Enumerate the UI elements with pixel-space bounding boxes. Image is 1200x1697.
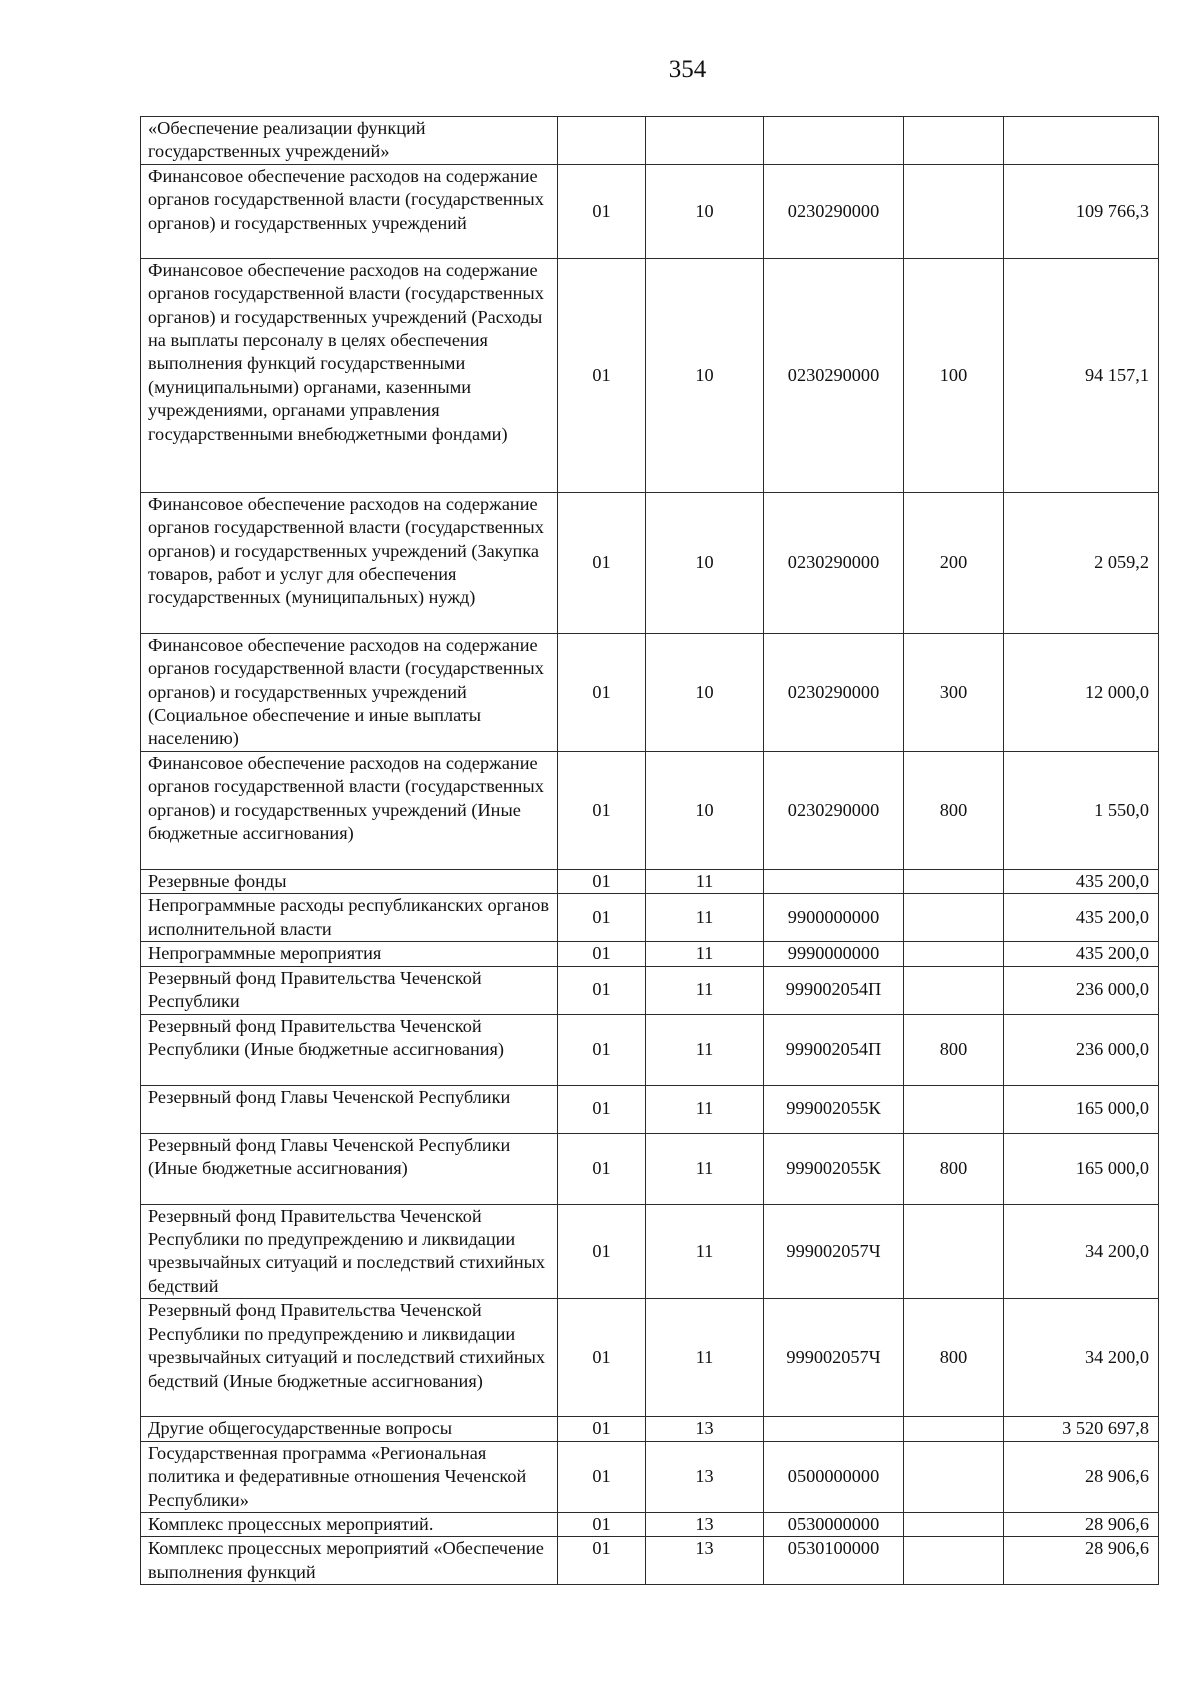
row-sum: 28 906,6	[1004, 1441, 1159, 1512]
row-name: Государственная программа «Региональная политика и федеративные отношения Чеченской Республики»	[141, 1441, 558, 1512]
row-vr	[904, 894, 1004, 942]
table-row	[141, 1512, 1159, 1536]
row-sum: 2 059,2	[1004, 492, 1159, 633]
table-row	[141, 1014, 1159, 1085]
row-csr: 999002055К	[764, 1085, 904, 1133]
row-vr	[904, 1417, 1004, 1441]
table-row	[141, 894, 1159, 942]
row-csr: 999002054П	[764, 966, 904, 1014]
row-pr: 11	[646, 1299, 764, 1417]
row-name: Финансовое обеспечение расходов на содержание органов государственной власти (государственных органов) и государственных учреждений (Закупка товаров, работ и услуг для обеспечения государственных (муниципальных) нужд)	[141, 492, 558, 633]
row-vr	[904, 117, 1004, 165]
row-vr	[904, 1441, 1004, 1512]
table-row	[141, 1085, 1159, 1133]
row-name: Непрограммные расходы республиканских органов исполнительной власти	[141, 894, 558, 942]
row-csr: 999002055К	[764, 1133, 904, 1204]
row-sum: 34 200,0	[1004, 1204, 1159, 1299]
table-row	[141, 1537, 1159, 1585]
row-name: «Обеспечение реализации функций государственных учреждений»	[141, 117, 558, 165]
row-csr: 0530000000	[764, 1512, 904, 1536]
row-pr: 11	[646, 1204, 764, 1299]
row-csr	[764, 1417, 904, 1441]
row-vr: 800	[904, 1133, 1004, 1204]
page-number: 354	[668, 56, 707, 83]
row-pr: 11	[646, 942, 764, 966]
row-name: Резервный фонд Главы Чеченской Республики (Иные бюджетные ассигнования)	[141, 1133, 558, 1204]
row-csr: 0230290000	[764, 751, 904, 869]
row-name: Финансовое обеспечение расходов на содержание органов государственной власти (государственных органов) и государственных учреждений (Иные бюджетные ассигнования)	[141, 751, 558, 869]
row-sum: 1 550,0	[1004, 751, 1159, 869]
row-pr: 13	[646, 1537, 764, 1585]
row-name: Комплекс процессных мероприятий «Обеспечение выполнения функций	[141, 1537, 558, 1585]
table-row	[141, 1133, 1159, 1204]
row-rz: 01	[558, 869, 646, 893]
row-vr	[904, 869, 1004, 893]
row-sum: 34 200,0	[1004, 1299, 1159, 1417]
row-vr	[904, 1204, 1004, 1299]
row-name: Резервный фонд Правительства Чеченской Республики (Иные бюджетные ассигнования)	[141, 1014, 558, 1085]
table-row	[141, 869, 1159, 893]
table-row	[141, 492, 1159, 633]
row-csr: 0230290000	[764, 164, 904, 258]
row-vr: 800	[904, 751, 1004, 869]
row-rz: 01	[558, 1512, 646, 1536]
row-csr: 0230290000	[764, 492, 904, 633]
row-rz	[558, 117, 646, 165]
row-vr	[904, 1512, 1004, 1536]
row-name: Финансовое обеспечение расходов на содержание органов государственной власти (государственных органов) и государственных учреждений	[141, 164, 558, 258]
row-rz: 01	[558, 1417, 646, 1441]
row-name: Резервный фонд Правительства Чеченской Республики по предупреждению и ликвидации чрезвычайных ситуаций и последствий стихийных бедствий	[141, 1204, 558, 1299]
row-sum: 435 200,0	[1004, 942, 1159, 966]
row-csr	[764, 869, 904, 893]
row-vr: 800	[904, 1014, 1004, 1085]
row-name: Резервный фонд Правительства Чеченской Республики	[141, 966, 558, 1014]
row-sum: 28 906,6	[1004, 1512, 1159, 1536]
row-vr	[904, 942, 1004, 966]
row-name: Финансовое обеспечение расходов на содержание органов государственной власти (государственных органов) и государственных учреждений (Расходы на выплаты персоналу в целях обеспечения выполнения функций государственными (муниципальными) органами, казенными учреждениями, органами управления государственными внебюджетными фондами)	[141, 258, 558, 492]
row-csr: 0230290000	[764, 258, 904, 492]
table-row	[141, 258, 1159, 492]
table-row	[141, 633, 1159, 751]
row-csr: 9990000000	[764, 942, 904, 966]
row-csr: 0230290000	[764, 633, 904, 751]
row-rz: 01	[558, 633, 646, 751]
row-rz: 01	[558, 1014, 646, 1085]
row-pr: 13	[646, 1417, 764, 1441]
table-row	[141, 751, 1159, 869]
row-sum: 3 520 697,8	[1004, 1417, 1159, 1441]
row-pr: 13	[646, 1512, 764, 1536]
row-sum: 236 000,0	[1004, 966, 1159, 1014]
row-vr: 300	[904, 633, 1004, 751]
row-name: Комплекс процессных мероприятий.	[141, 1512, 558, 1536]
row-sum: 435 200,0	[1004, 894, 1159, 942]
row-csr: 0500000000	[764, 1441, 904, 1512]
row-pr: 11	[646, 894, 764, 942]
row-sum: 109 766,3	[1004, 164, 1159, 258]
table-row	[141, 1204, 1159, 1299]
row-csr: 999002054П	[764, 1014, 904, 1085]
row-csr	[764, 117, 904, 165]
table-row	[141, 117, 1159, 165]
row-sum: 165 000,0	[1004, 1085, 1159, 1133]
row-vr: 800	[904, 1299, 1004, 1417]
row-pr: 11	[646, 869, 764, 893]
row-rz: 01	[558, 1537, 646, 1585]
row-name: Резервный фонд Главы Чеченской Республики	[141, 1085, 558, 1133]
row-rz: 01	[558, 894, 646, 942]
row-rz: 01	[558, 164, 646, 258]
row-vr	[904, 1537, 1004, 1585]
row-rz: 01	[558, 1441, 646, 1512]
row-pr: 10	[646, 751, 764, 869]
row-pr: 10	[646, 633, 764, 751]
row-sum: 236 000,0	[1004, 1014, 1159, 1085]
row-pr: 10	[646, 164, 764, 258]
row-rz: 01	[558, 942, 646, 966]
row-rz: 01	[558, 1204, 646, 1299]
row-pr: 11	[646, 1133, 764, 1204]
row-sum: 165 000,0	[1004, 1133, 1159, 1204]
row-name: Резервные фонды	[141, 869, 558, 893]
table-row	[141, 164, 1159, 258]
row-rz: 01	[558, 751, 646, 869]
table-row	[141, 1417, 1159, 1441]
row-sum: 12 000,0	[1004, 633, 1159, 751]
table-row	[141, 966, 1159, 1014]
row-pr	[646, 117, 764, 165]
row-pr: 10	[646, 492, 764, 633]
row-rz: 01	[558, 1085, 646, 1133]
row-name: Финансовое обеспечение расходов на содержание органов государственной власти (государственных органов) и государственных учреждений (Социальное обеспечение и иные выплаты населению)	[141, 633, 558, 751]
row-rz: 01	[558, 492, 646, 633]
row-rz: 01	[558, 1133, 646, 1204]
table-row	[141, 942, 1159, 966]
row-sum: 28 906,6	[1004, 1537, 1159, 1585]
row-name: Непрограммные мероприятия	[141, 942, 558, 966]
row-vr	[904, 164, 1004, 258]
table-row	[141, 1299, 1159, 1417]
budget-table	[140, 116, 1159, 1585]
row-pr: 11	[646, 966, 764, 1014]
row-rz: 01	[558, 966, 646, 1014]
row-pr: 10	[646, 258, 764, 492]
row-name: Другие общегосударственные вопросы	[141, 1417, 558, 1441]
row-rz: 01	[558, 1299, 646, 1417]
row-rz: 01	[558, 258, 646, 492]
row-vr: 100	[904, 258, 1004, 492]
row-vr: 200	[904, 492, 1004, 633]
row-pr: 13	[646, 1441, 764, 1512]
row-csr: 999002057Ч	[764, 1299, 904, 1417]
row-pr: 11	[646, 1085, 764, 1133]
row-sum: 435 200,0	[1004, 869, 1159, 893]
row-csr: 999002057Ч	[764, 1204, 904, 1299]
row-csr: 0530100000	[764, 1537, 904, 1585]
row-sum: 94 157,1	[1004, 258, 1159, 492]
row-pr: 11	[646, 1014, 764, 1085]
row-name: Резервный фонд Правительства Чеченской Республики по предупреждению и ликвидации чрезвычайных ситуаций и последствий стихийных бедствий (Иные бюджетные ассигнования)	[141, 1299, 558, 1417]
table-row	[141, 1441, 1159, 1512]
row-vr	[904, 1085, 1004, 1133]
row-vr	[904, 966, 1004, 1014]
row-sum	[1004, 117, 1159, 165]
row-csr: 9900000000	[764, 894, 904, 942]
